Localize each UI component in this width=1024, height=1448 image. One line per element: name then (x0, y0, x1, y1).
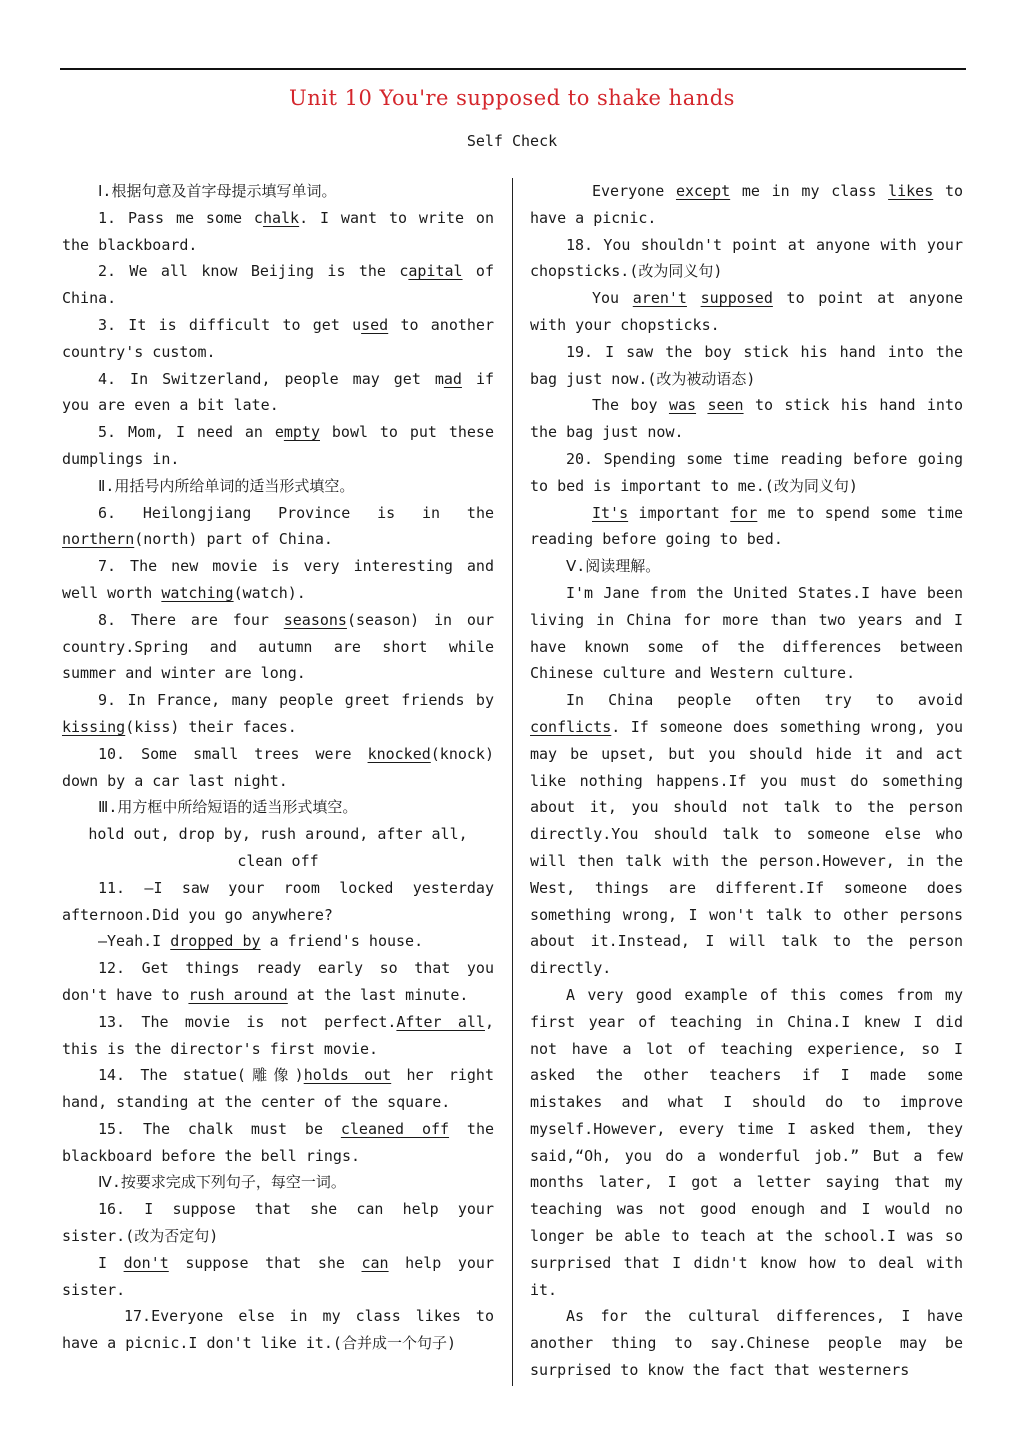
top-rule (60, 68, 966, 70)
text-run: . I want to write on the blackboard. (62, 208, 494, 254)
text-run: 4. In Switzerland, people may get m (98, 369, 444, 388)
paragraph (530, 446, 963, 500)
paragraph (530, 232, 963, 286)
text-run: Ⅳ.按要求完成下列句子，每空一词。 (98, 1173, 346, 1192)
paragraph (62, 955, 494, 1009)
paragraph (62, 1009, 494, 1063)
text-run: Ⅰ.根据句意及首字母提示填写单词。 (98, 182, 337, 200)
answer-blank: except (675, 182, 731, 200)
paragraph (62, 821, 494, 875)
text-run: 20. Spending some time reading before going to bed is important to me.(改为同义句) (530, 449, 963, 495)
text-run: In China people often try to avoid (566, 691, 963, 710)
answer-blank: aren't (632, 289, 687, 308)
answer-blank: ad (443, 369, 462, 388)
answer-blank: northern (62, 530, 135, 549)
paragraph (62, 500, 494, 554)
paragraph (530, 687, 963, 982)
answer-blank: seen (707, 396, 744, 415)
text-run: to have a picnic. (530, 182, 964, 227)
text-run: 8. There are four (98, 610, 284, 629)
text-run: 14. The statue(雕像) (98, 1066, 304, 1085)
answer-blank: supposed (700, 289, 773, 308)
text-run: . If someone does something wrong, you may be upset, but you should hide it and act like nothing happens.If you must do something about it, you should not talk to the person directly.You should talk to someone else who will then talk with the person.However, in the West, things are different.If someone does something wrong, I won't talk to other persons about it.Instead, I will talk to the person directly. (530, 717, 963, 978)
answer-blank: rush around (188, 985, 288, 1004)
paragraph (530, 500, 963, 554)
paragraph (62, 1196, 494, 1250)
paragraph (62, 419, 494, 473)
text-run: help your sister. (62, 1253, 494, 1299)
text-run: a friend's house. (260, 932, 424, 951)
text-run: of China. (62, 262, 494, 308)
answer-blank: knocked (367, 744, 431, 763)
answer-blank: halk (262, 208, 300, 227)
answer-blank: seasons (283, 610, 347, 629)
paragraph (530, 553, 963, 580)
text-run (696, 396, 707, 414)
paragraph (62, 178, 494, 205)
paragraph (62, 687, 494, 741)
text-run: her right hand, standing at the center of the square. (62, 1066, 494, 1112)
paragraph (530, 982, 963, 1304)
text-run: 16. I suppose that she can help your sister.(改为否定句) (62, 1200, 494, 1246)
text-run: 7. The new movie is very interesting and well worth (62, 557, 494, 602)
text-run: (north) part of China. (134, 530, 333, 549)
text-run: I'm Jane from the United States.I have been living in China for more than two years and I have known some of the differences between Chinese culture and Western culture. (530, 583, 963, 683)
text-run: 3. It is difficult to get u (98, 315, 362, 334)
answer-blank: apital (408, 262, 463, 281)
text-run: (kiss) their faces. (125, 717, 297, 736)
paragraph (530, 339, 963, 393)
answer-blank: can (361, 1253, 389, 1272)
paragraph (530, 392, 963, 446)
paragraph (62, 553, 494, 607)
answer-blank: for (730, 503, 758, 522)
text-run: 9. In France, many people greet friends by (98, 691, 494, 710)
paragraph (62, 1303, 494, 1357)
text-run: 2. We all know Beijing is the c (98, 262, 409, 281)
paragraph (62, 1169, 494, 1196)
text-run: 17.Everyone else in my class likes to have a picnic.I don't like it.(合并成一个句子) (62, 1307, 494, 1353)
text-run: me in my class (730, 182, 889, 200)
text-run: As for the cultural differences, I have another thing to say.Chinese people may be surprised to know the fact that westerners (530, 1307, 963, 1380)
text-run: bowl to put these dumplings in. (62, 423, 494, 468)
text-run: , this is the director's first movie. (62, 1012, 494, 1058)
answer-blank: dropped by (170, 932, 261, 951)
answer-blank: sed (361, 315, 389, 334)
paragraph (62, 1116, 494, 1170)
text-run: Ⅲ.用方框中所给短语的适当形式填空。 (98, 798, 358, 817)
text-run: Ⅱ.用括号内所给单词的适当形式填空。 (98, 476, 355, 495)
answer-blank: After all (396, 1012, 485, 1031)
text-run: 13. The movie is not perfect. (98, 1012, 397, 1031)
text-run: Ⅴ.阅读理解。 (566, 557, 661, 576)
paragraph (62, 258, 494, 312)
answer-blank: mpty (283, 423, 320, 442)
text-run: A very good example of this comes from my first year of teaching in China.I knew I did not have a lot of teaching experience, so I asked the other teachers if I made some mistakes and what I should do to improve myself.However, every time I asked them, they said,“Oh, you do a wonderful job.” But a few months later, I got a letter saying that my teaching was not good enough and I would no longer be able to teach at the school.I was so surprised that I didn't know how to deal with it. (530, 985, 963, 1299)
text-run: to stick his hand into the bag just now. (530, 396, 964, 442)
paragraph (530, 285, 963, 339)
text-run: 15. The chalk must be (98, 1119, 341, 1138)
text-run: You (592, 289, 633, 308)
text-run: 6. Heilongjiang Province is in the (98, 503, 494, 522)
paragraph (62, 741, 494, 795)
text-run: I (98, 1253, 124, 1272)
text-run: 11. —I saw your room locked yesterday afternoon.Did you go anywhere? (62, 878, 494, 924)
text-run: 1. Pass me some c (98, 208, 263, 227)
text-run: the blackboard before the bell rings. (62, 1119, 495, 1165)
answer-blank: It's (592, 503, 629, 522)
answer-blank: watching (161, 583, 234, 602)
paragraph (62, 312, 494, 366)
text-run: (knock) down by a car last night. (62, 744, 494, 790)
answer-blank: was (668, 396, 697, 415)
text-run: 10. Some small trees were (98, 744, 368, 763)
paragraph (530, 1303, 963, 1383)
page-title: Unit 10 You're supposed to shake hands (289, 86, 735, 110)
text-run (687, 289, 701, 307)
right-column (530, 178, 963, 1384)
text-run: (season) in our country.Spring and autumn are short while summer and winter are long. (62, 610, 494, 683)
text-run: to point at anyone with your chopsticks. (530, 289, 964, 334)
answer-blank: likes (888, 182, 934, 200)
paragraph (62, 794, 494, 821)
text-run: to another country's custom. (62, 315, 494, 361)
paragraph (530, 178, 963, 232)
paragraph (62, 205, 494, 259)
answer-blank: don't (123, 1253, 169, 1272)
text-run: (watch). (233, 583, 306, 602)
page-subtitle: Self Check (466, 132, 558, 150)
paragraph (62, 875, 494, 929)
text-run: 12. Get things ready early so that you don't have to (62, 959, 494, 1004)
paragraph (62, 607, 494, 687)
paragraph (530, 580, 963, 687)
text-run: The boy (592, 396, 669, 415)
text-run: —Yeah.I (98, 932, 171, 951)
paragraph (62, 1250, 494, 1304)
text-run: at the last minute. (287, 985, 469, 1004)
text-run: important (628, 503, 731, 522)
text-run: 18. You shouldn't point at anyone with your chopsticks.(改为同义句) (530, 235, 963, 281)
text-run: me to spend some time reading before going to bed. (530, 503, 963, 549)
text-run: 19. I saw the boy stick his hand into the bag just now.(改为被动语态) (530, 342, 963, 388)
paragraph (62, 928, 494, 955)
answer-blank: holds out (303, 1066, 392, 1085)
answer-blank: conflicts (530, 717, 612, 736)
paragraph (62, 1062, 494, 1116)
paragraph (62, 366, 494, 420)
text-run: Everyone (592, 182, 676, 200)
column-divider (512, 178, 513, 1386)
answer-blank: cleaned off (340, 1119, 450, 1138)
text-run: if you are even a bit late. (62, 369, 495, 415)
answer-blank: kissing (62, 717, 126, 736)
text-run: hold out, drop by, rush around, after all, clean off (88, 825, 468, 870)
paragraph (62, 473, 494, 500)
text-run: 5. Mom, I need an e (98, 423, 284, 442)
text-run: suppose that she (168, 1253, 362, 1272)
left-column (62, 178, 494, 1357)
